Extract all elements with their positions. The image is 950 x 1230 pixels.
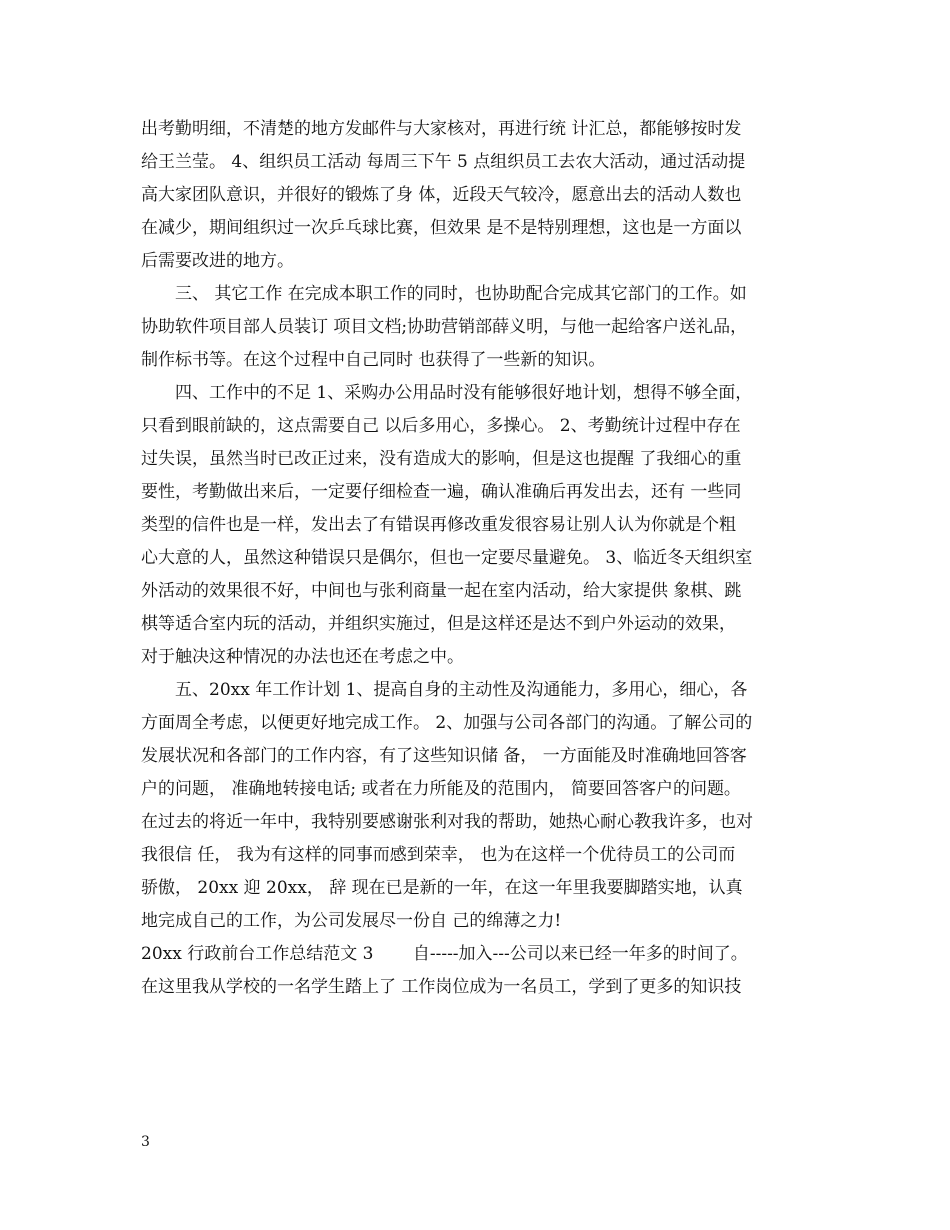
- text-line: 只看到眼前缺的，这点需要自己 以后多用心，多操心。 2、考勤统计过程中存在: [141, 416, 741, 436]
- text-line: 四、工作中的不足 1、采购办公用品时没有能够很好地计划，想得不够全面，: [141, 383, 753, 403]
- text-line: 我很信 任， 我为有这样的同事而感到荣幸， 也为在这样一个优待员工的公司而: [141, 845, 736, 865]
- text-line: 类型的信件也是一样，发出去了有错误再修改重发很容易让别人认为你就是个粗: [141, 515, 736, 535]
- text-line: 要性，考勤做出来后，一定要仔细检查一遍，确认准确后再发出去，还有 一些同: [141, 482, 742, 502]
- text-line: 对于触决这种情况的办法也还在考虑之中。: [141, 647, 464, 667]
- text-line: 户的问题， 准确地转接电话; 或者在力所能及的范围内， 简要回答客户的问题。: [141, 779, 741, 799]
- text-line: 在减少，期间组织过一次乒乓球比赛，但效果 是不是特别理想，这也是一方面以: [141, 218, 742, 238]
- text-line: 五、20xx 年工作计划 1、提高自身的主动性及沟通能力，多用心，细心，各: [141, 680, 748, 700]
- text-line: 出考勤明细，不清楚的地方发邮件与大家核对，再进行统 计汇总，都能够按时发: [141, 119, 742, 139]
- text-line: 地完成自己的工作，为公司发展尽一份自 己的绵薄之力!: [141, 911, 562, 931]
- text-line: 方面周全考虑，以便更好地完成工作。 2、加强与公司各部门的沟通。了解公司的: [141, 713, 753, 733]
- text-line: 外活动的效果很不好，中间也与张利商量一起在室内活动，给大家提供 象棋、跳: [141, 581, 742, 601]
- text-line: 后需要改进的地方。: [141, 251, 294, 271]
- text-line: 协助软件项目部人员装订 项目文档;协助营销部薛义明，与他一起给客户送礼品，: [141, 317, 748, 337]
- text-line: 骄傲， 20xx 迎 20xx， 辞 现在已是新的一年，在这一年里我要脚踏实地，认真: [141, 878, 743, 898]
- text-line: 发展状况和各部门的工作内容，有了这些知识储 备， 一方面能及时准确地回答客: [141, 746, 747, 766]
- text-line: 三、 其它工作 在完成本职工作的同时，也协助配合完成其它部门的工作。如: [141, 284, 747, 304]
- text-line: 在过去的将近一年中，我特别要感谢张利对我的帮助，她热心耐心教我许多，也对: [141, 812, 753, 832]
- text-line: 给王兰莹。 4、组织员工活动 每周三下午 5 点组织员工去农大活动，通过活动提: [141, 152, 746, 172]
- text-line: 制作标书等。在这个过程中自己同时 也获得了一些新的知识。: [141, 350, 606, 370]
- text-line: 在这里我从学校的一名学生踏上了 工作岗位成为一名员工，学到了更多的知识技: [141, 977, 742, 997]
- text-line: 过失误，虽然当时已改正过来，没有造成大的影响，但是这也提醒 了我细心的重: [141, 449, 742, 469]
- body-text: [141, 113, 813, 1004]
- text-line: 20xx 行政前台工作总结范文 3 自-----加入---公司以来已经一年多的时间了。: [141, 944, 748, 964]
- text-line: 心大意的人，虽然这种错误只是偶尔，但也一定要尽量避免。 3、临近冬天组织室: [141, 548, 753, 568]
- text-line: 棋等适合室内玩的活动，并组织实施过，但是这样还是达不到户外运动的效果，: [141, 614, 736, 634]
- page-number: 3: [141, 1134, 150, 1150]
- text-line: 高大家团队意识，并很好的锻炼了身 体，近段天气较冷，愿意出去的活动人数也: [141, 185, 742, 205]
